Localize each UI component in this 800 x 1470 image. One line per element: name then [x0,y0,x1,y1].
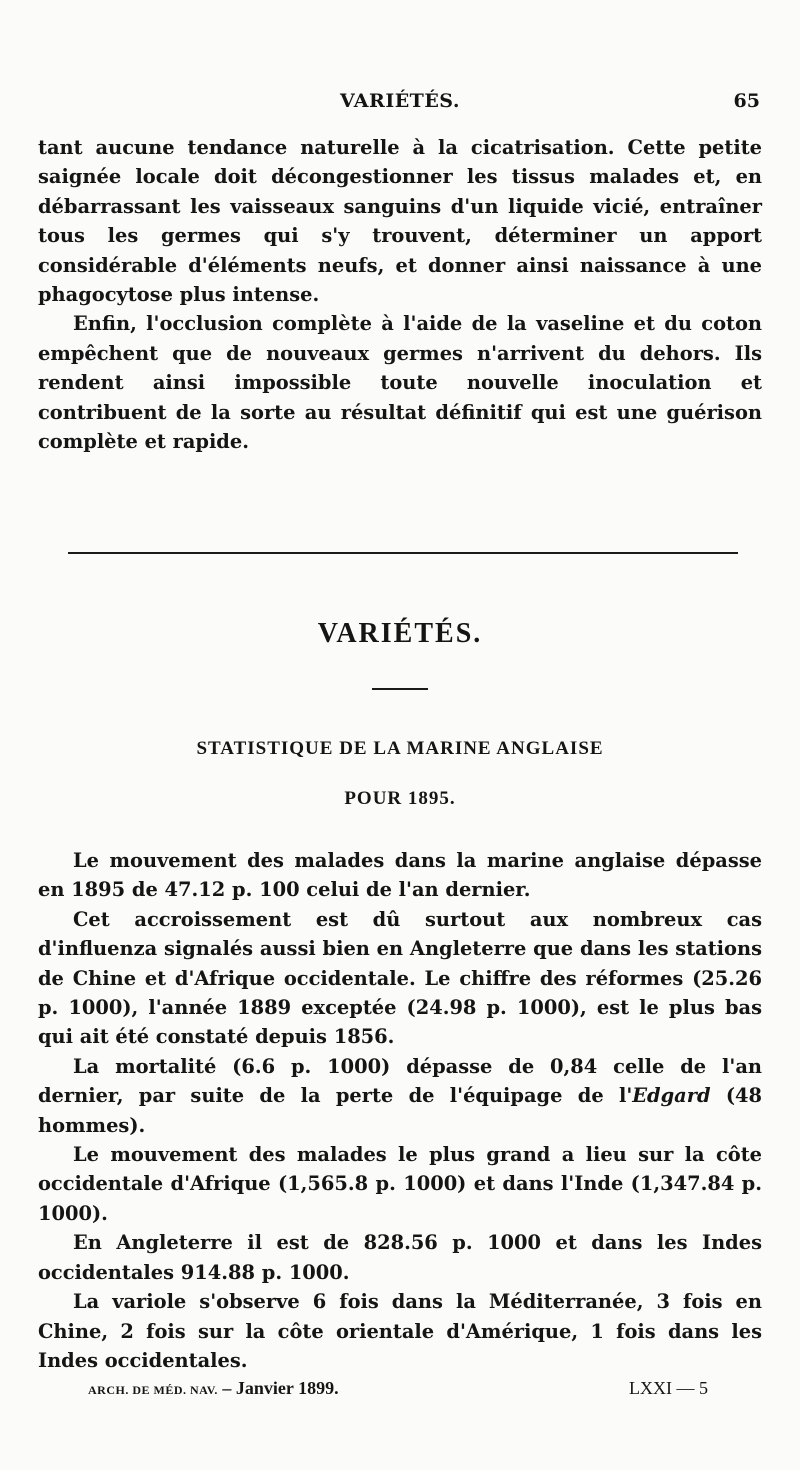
running-header [40,90,760,118]
article-subtitle: POUR 1895. [344,788,456,809]
paragraph-continued: tant aucune tendance naturelle à la cicatrisation. Cette petite saignée locale doit décongestionner les tissus malades et, en débarrassant les vaisseaux sanguins d'un liquide vicié, entraîner tous les germes qui s'y trouvent, déterminer un apport considérable d'éléments neufs, et donner ainsi naissance à une phagocytose plus intense. [38,136,762,307]
page-footer [88,1378,708,1406]
volume-signature: LXXI — 5 [629,1378,708,1398]
paragraph-smallpox: La variole s'observe 6 fois dans la Méditerranée, 3 fois en Chine, 2 fois sur la côte orientale d'Amérique, 1 fois dans les Indes occidentales. [38,1290,762,1372]
mortality-tail: (48 hommes). [38,1084,762,1137]
paragraph-africa-india: Le mouvement des malades le plus grand a lieu sur la côte occidentale d'Afrique (1,565.8 p. 1000) et dans l'Inde (1,347.84 p. 1000). [38,1143,762,1225]
paragraph-increase: Cet accroissement est dû surtout aux nombreux cas d'influenza signalés aussi bien en Angleterre que dans les stations de Chine et d'Afrique occidentale. Le chiffre des réformes (25.26 p. 1000), l'année 1889 exceptée (24.98 p. 1000), est le plus bas qui ait été constaté depuis 1856. [38,907,762,1049]
running-header-title: VARIÉTÉS. [340,90,460,112]
article-body [38,846,762,1375]
article-title: STATISTIQUE DE LA MARINE ANGLAISE [196,738,604,759]
ship-name: Edgard [632,1084,711,1108]
footer-citation [88,1378,339,1399]
mortality-text: La mortalité (6.6 p. 1000) dépasse de 0,84 celle de l'an dernier, par suite de la perte de l'équipage de l' [38,1054,762,1108]
issue-date: – Janvier 1899. [217,1378,339,1398]
section-divider-rule [68,552,738,554]
previous-article-conclusion [38,133,762,456]
paragraph-mortality [38,1052,762,1140]
paragraph-occlusion: Enfin, l'occlusion complète à l'aide de la vaseline et du coton empêchent que de nouveaux germes n'arrivent du dehors. Ils rendent ainsi impossible toute nouvelle inoculation et contribuent de la sorte au résultat définitif qui est une guérison complète et rapide. [38,312,762,454]
journal-abbreviation: ARCH. DE MÉD. NAV. [88,1383,218,1397]
page-number: 65 [733,90,760,112]
paragraph-england: En Angleterre il est de 828.56 p. 1000 et dans les Indes occidentales 914.88 p. 1000. [38,1231,762,1284]
heading-short-rule [372,688,428,690]
section-heading: VARIÉTÉS. [317,618,483,649]
paragraph-movement: Le mouvement des malades dans la marine anglaise dépasse en 1895 de 47.12 p. 100 celui de l'an dernier. [38,849,762,902]
